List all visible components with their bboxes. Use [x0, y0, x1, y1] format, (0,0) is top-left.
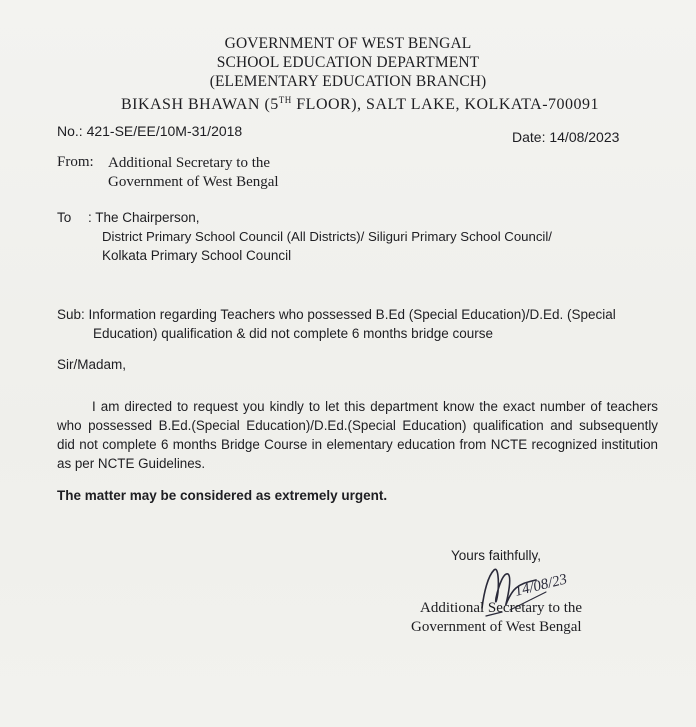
letterhead-government: GOVERNMENT OF WEST BENGAL — [224, 35, 472, 52]
letterhead — [0, 34, 696, 114]
urgent-note: The matter may be considered as extremely urgent. — [57, 488, 388, 503]
address-superscript: TH — [278, 95, 292, 105]
address-suffix: FLOOR), SALT LAKE, KOLKATA-700091 — [291, 96, 600, 113]
subject-line-1: Sub: Information regarding Teachers who possessed B.Ed (Special Education)/D.Ed. (Special — [57, 307, 616, 322]
valediction: Yours faithfully, — [451, 548, 542, 563]
from-line-2: Government of West Bengal — [108, 174, 279, 190]
to-label: To — [57, 210, 72, 225]
signature-date: 14/08/23 — [513, 571, 569, 600]
to-line-2: District Primary School Council (All Districts)/ Siliguri Primary School Council/ — [102, 229, 552, 244]
from-line-1: Additional Secretary to the — [108, 155, 271, 171]
memo-number: No.: 421-SE/EE/10M-31/2018 — [57, 123, 243, 139]
salutation: Sir/Madam, — [57, 357, 127, 372]
to-line-1: : The Chairperson, — [88, 210, 200, 225]
subject-line-2: Education) qualification & did not complete 6 months bridge course — [93, 326, 493, 341]
letterhead-branch: (ELEMENTARY EDUCATION BRANCH) — [209, 73, 487, 90]
letterhead-address — [0, 91, 696, 114]
to-line-3: Kolkata Primary School Council — [102, 248, 292, 263]
letterhead-department: SCHOOL EDUCATION DEPARTMENT — [216, 54, 480, 71]
memo-date: Date: 14/08/2023 — [512, 129, 620, 145]
from-label: From: — [57, 154, 94, 170]
body-paragraph: I am directed to request you kindly to let this department know the exact number of teachers who possessed B.Ed.(Special Education)/D.Ed.(Special Education) qualification and subsequently did not complete 6 months Bridge Course in elementary education from NCTE recognized institution as per NCTE Guidelines. — [57, 399, 658, 471]
signatory-line-2: Government of West Bengal — [411, 619, 582, 635]
address-prefix: BIKASH BHAWAN (5 — [120, 96, 279, 113]
signatory-line-1: Additional Secretary to the — [420, 600, 583, 616]
